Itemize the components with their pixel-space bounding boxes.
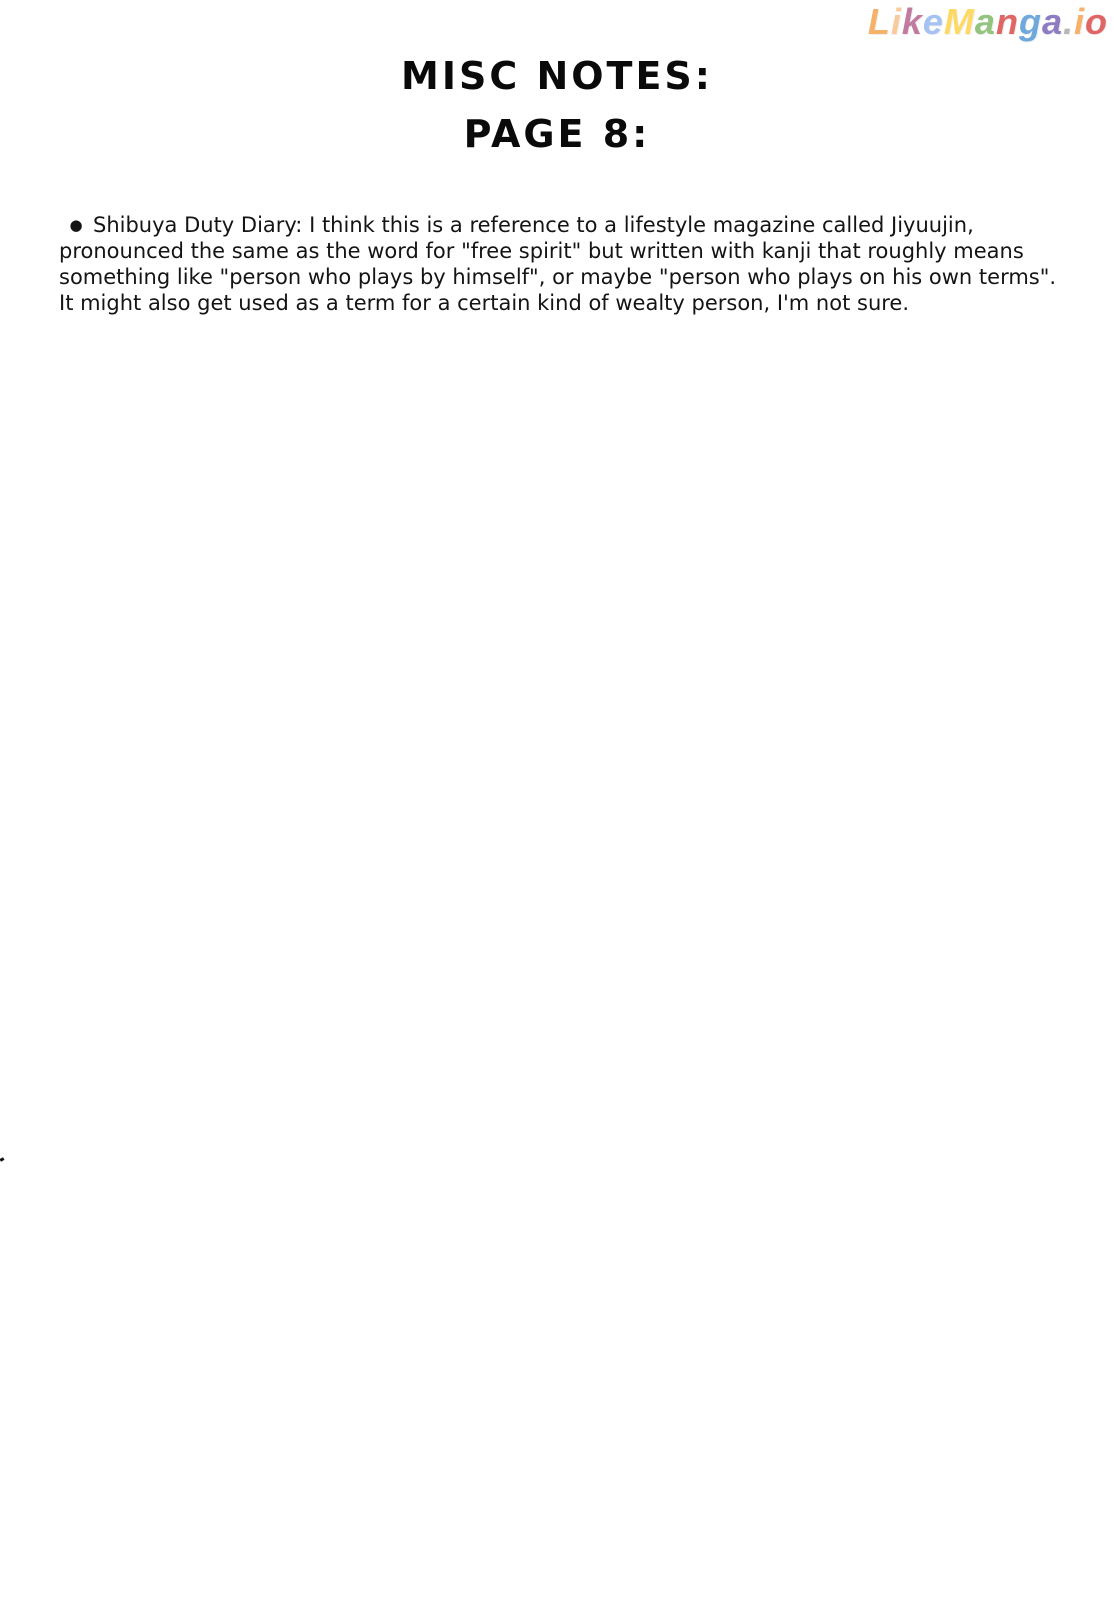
note-item <box>59 212 1059 316</box>
watermark-letter: i <box>890 1 902 42</box>
watermark-letter: M <box>943 1 975 42</box>
note-description: I think this is a reference to a lifestyle magazine called Jiyuujin, pronounced the same as the word for "free spirit" but written with kanji that roughly means something like "person who plays by himself", or maybe "person who plays on his own terms". It might also get used as a term for a certain kind of wealty person, I'm not sure. <box>59 213 1057 315</box>
stray-ink-mark <box>0 1157 4 1162</box>
watermark-letter: g <box>1018 1 1042 42</box>
watermark-letter: L <box>867 1 891 42</box>
watermark-letter: e <box>922 1 944 42</box>
page-heading-subtitle: PAGE 8: <box>463 112 651 156</box>
bullet-icon: ● <box>69 216 83 234</box>
notes-list <box>59 212 1059 316</box>
page-heading-title: MISC NOTES: <box>401 54 713 98</box>
site-watermark-logo <box>868 2 1108 42</box>
watermark-letter: k <box>901 1 923 42</box>
watermark-letter: a <box>974 1 996 42</box>
watermark-letter: . <box>1062 1 1074 42</box>
watermark-letter: i <box>1073 1 1085 42</box>
note-term: Shibuya Duty Diary: <box>93 213 303 237</box>
watermark-letter: o <box>1085 1 1108 42</box>
watermark-letter: a <box>1041 1 1063 42</box>
watermark-letter: n <box>995 1 1019 42</box>
